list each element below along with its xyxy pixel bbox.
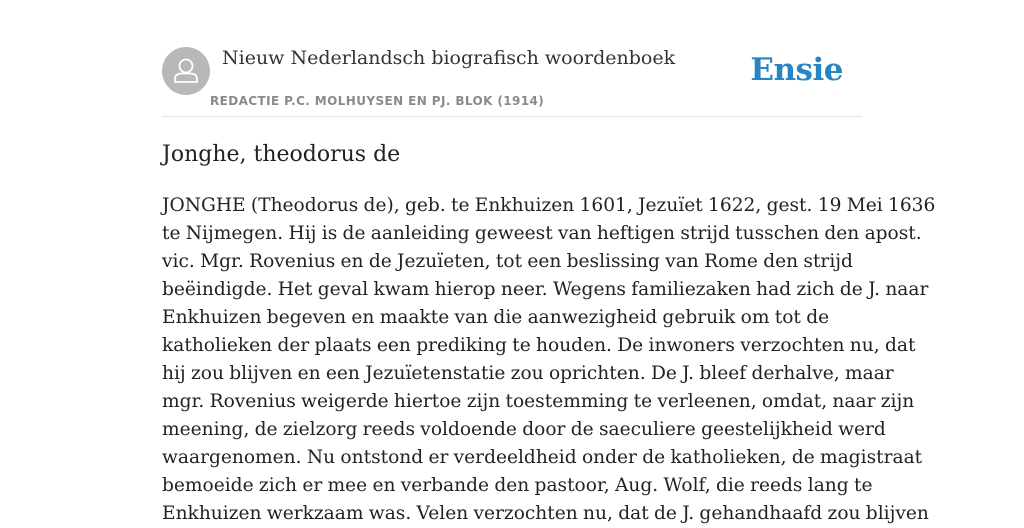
article-line: te Nijmegen. Hij is de aanleiding geweest van heftigen strijd tusschen den apost. <box>162 223 922 244</box>
article-line: mgr. Rovenius weigerde hiertoe zijn toestemming te verleenen, omdat, naar zijn <box>162 391 915 412</box>
source-header <box>162 46 862 117</box>
article-line: Enkhuizen begeven en maakte van die aanwezigheid gebruik om tot de <box>162 307 830 328</box>
article-line: waargenomen. Nu ontstond er verdeeldheid onder de katholieken, de magistraat <box>162 447 923 468</box>
article-line: meening, de zielzorg reeds voldoende door de saeculiere geestelijkheid werd <box>162 419 886 440</box>
article-line: beëindigde. Het geval kwam hierop neer. Wegens familiezaken had zich de J. naar <box>162 279 929 300</box>
article-line: katholieken der plaats een prediking te houden. De inwoners verzochten nu, dat <box>162 335 916 356</box>
person-outline-icon <box>162 47 210 95</box>
source-title[interactable]: Nieuw Nederlandsch biografisch woordenboek <box>222 47 676 69</box>
article-line: hij zou blijven en een Jezuïetenstatie zou oprichten. De J. bleef derhalve, maar <box>162 363 894 384</box>
avatar[interactable] <box>162 47 210 95</box>
article-line: Enkhuizen werkzaam was. Velen verzochten nu, dat de J. gehandhaafd zou blijven <box>162 503 929 524</box>
source-editors: REDACTIE P.C. MOLHUYSEN EN PJ. BLOK (1914) <box>210 94 545 108</box>
article-title: Jonghe, theodorus de <box>162 142 401 167</box>
article-line: vic. Mgr. Rovenius en de Jezuïeten, tot een beslissing van Rome den strijd <box>162 251 853 272</box>
brand-logo[interactable]: Ensie <box>750 52 843 88</box>
article-body <box>162 192 936 528</box>
article-line: bemoeide zich er mee en verbande den pastoor, Aug. Wolf, die reeds lang te <box>162 475 873 496</box>
article-line: JONGHE (Theodorus de), geb. te Enkhuizen 1601, Jezuïet 1622, gest. 19 Mei 1636 <box>162 195 936 216</box>
